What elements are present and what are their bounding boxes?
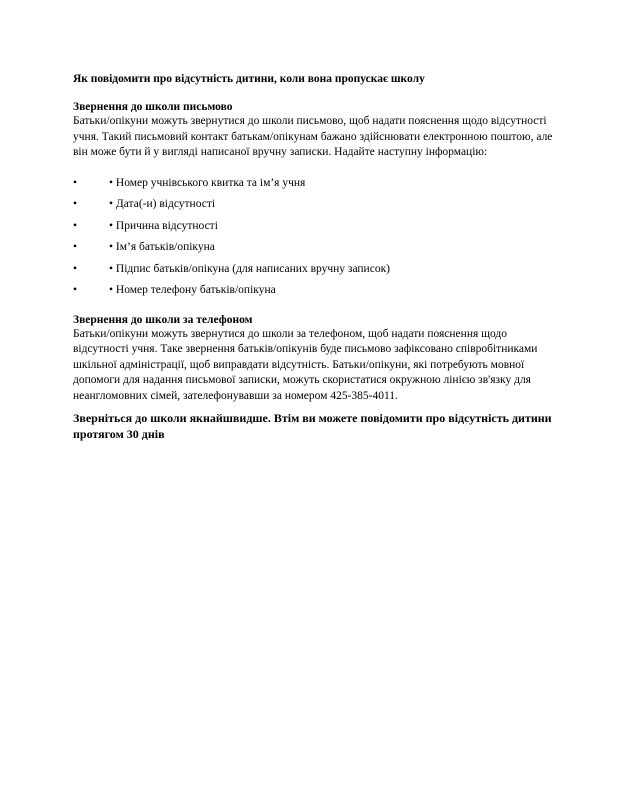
list-item [73,283,553,305]
closing-note: Зверніться до школи якнайшвидше. Втім ви можете повідомити про відсутність дитини протягом 30 днів [73,411,552,441]
bullet-icon: • [73,262,78,275]
list-item [73,219,553,241]
list-item-text: • Підпис батьків/опікуна (для написаних вручну записок) [109,262,390,275]
bullet-icon: • [73,241,78,253]
section-heading-phone: Звернення до школи за телефоном [73,313,253,326]
list-item-text: • Номер учнівського квитка та ім’я учня [109,176,306,189]
list-item-text: • Дата(-и) відсутності [109,198,216,210]
bullet-icon: • [73,284,78,296]
section-body-phone: Батьки/опікуни можуть звернутися до школи за телефоном, щоб надати пояснення щодо відсутності учня. Таке звернення батьків/опікунів буде письмово зафіксовано співробітниками шкільної адміністрації, щоб виправдати відсутність. Батьки/опікуни, які потребують мовної допомоги для надання письмової записки, можуть скористатися окружною лінією зв'язку для неангломовних сімей, зателефонувавши за номером 425-385-4011. [73,327,538,402]
section-phone-contact [73,313,553,405]
list-item-text: • Номер телефону батьків/опікуна [109,284,276,296]
list-item [73,262,553,284]
bullet-icon: • [73,176,78,189]
list-item [73,197,553,219]
section-body-written: Батьки/опікуни можуть звернутися до школи письмово, щоб надати пояснення щодо відсутності учня. Такий письмовий контакт батькам/опікунам бажано здійснювати електронною поштою, але він може бути й у вигляді написаної вручну записки. Надайте наступну інформацію: [73,115,553,158]
section-written-contact [73,100,553,305]
section-heading-written: Звернення до школи письмово [73,101,233,113]
list-item [73,176,553,198]
document-title: Як повідомити про відсутність дитини, коли вона пропускає школу [73,73,425,85]
document-page [73,72,553,442]
bullet-icon: • [73,219,78,232]
list-item-text: • Ім’я батьків/опікуна [109,241,215,253]
list-item [73,240,553,262]
required-info-list [73,176,553,305]
bullet-icon: • [73,198,78,210]
list-item-text: • Причина відсутності [109,219,218,232]
